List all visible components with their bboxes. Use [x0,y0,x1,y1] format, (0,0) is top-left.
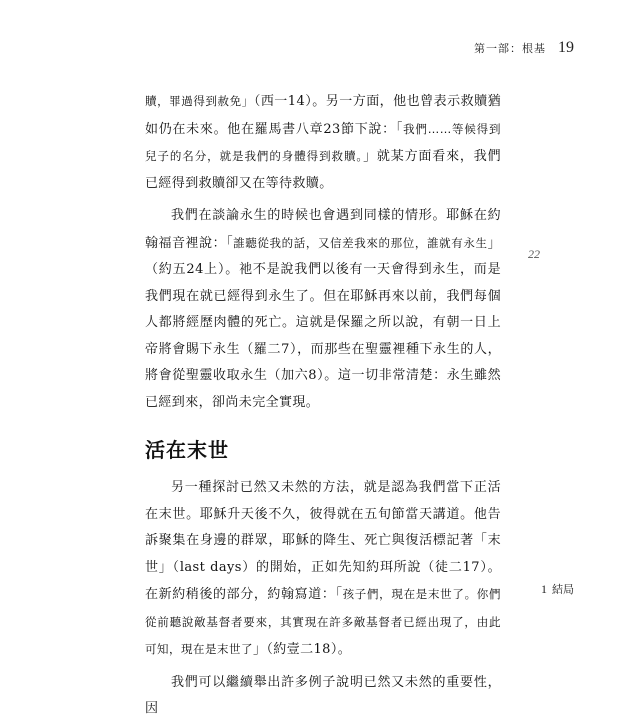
scripture-quote: 贖，罪過得到赦免」 [145,94,254,108]
paragraph-text: 」就某方面看來，我們已經得到救贖卻又在等待救贖。 [145,149,501,191]
running-header [474,38,574,58]
part-number: 1 [541,581,547,596]
paragraph-last-days [145,475,501,664]
scripture-quote: 我們……等候得到兒子的名分，就是我們的身體得到救贖。 [145,121,502,163]
page-body [145,88,501,723]
paragraph-text: （西一14）。另一方面，他也曾表示救贖猶如仍在未來。他在羅馬書八章23節下說：「 [145,94,502,137]
scripture-quote: 誰聽從我的話，又信差我來的那位，誰就有永生 [233,235,488,250]
paragraph-text: 」（約壹二18）。 [253,642,352,657]
part-title: 第一部：根基 [474,42,546,55]
paragraph-continuation: 我們可以繼續舉出許多例子說明已然又未然的重要性，因 [145,674,501,716]
paragraph-redemption [145,88,501,197]
paragraph-eternal-life [145,203,501,416]
margin-page-reference: 22 [528,247,540,261]
paragraph-text: 」（約五24上）。祂不是說我們以後有一天會得到永生，而是我們現在就已經得到永生了。但在耶穌再來以前，我們每個人都將經歷肉體的死亡。這就是保羅之所以說，有朝一日上帝將會賜下永生（羅二7），而那些在聖靈裡種下永生的人，將會從聖靈收取永生（加六8）。這一切非常清楚：永生雖然已經到來，卻尚未完全實現。 [145,235,501,410]
running-footer [541,581,574,597]
chapter-label: 結局 [552,583,574,596]
page-number: 19 [558,39,574,56]
scripture-quote: 孩子們，現在是末世了。你們從前聽說敵基督者要來，其實現在許多敵基督者已經出現了，由此可知，現在是末世了 [145,587,501,656]
section-heading: 活在末世 [145,438,229,462]
paragraph-text: 另一種探討已然又未然的方法，就是認為我們當下正活在末世。耶穌升天後不久，彼得就在五旬節當天講道。他告訴聚集在身邊的群眾，耶穌的降生、死亡與復活標記著「末世」（last days）的開始，正如先知約珥所說（徒二17）。在新約稍後的部分，約翰寫道：「 [145,480,501,602]
paragraph-text: 我們在談論永生的時候也會遇到同樣的情形。耶穌在約翰福音裡說：「 [145,208,501,251]
